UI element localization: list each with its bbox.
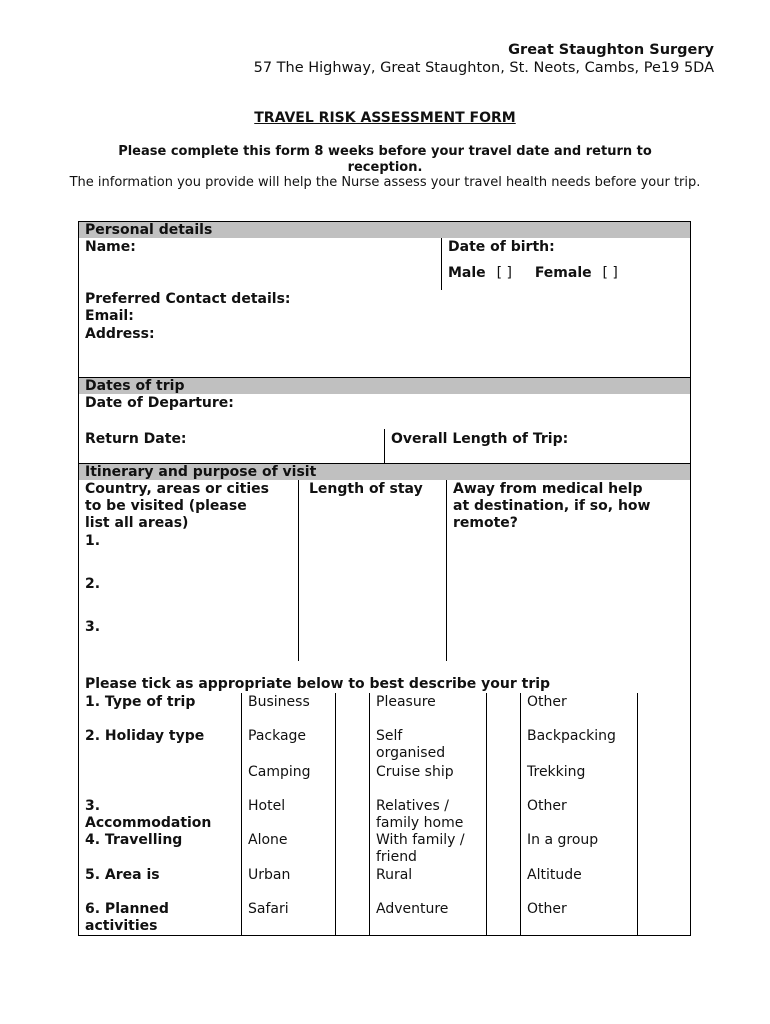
col1-line: Country, areas or cities <box>85 481 269 497</box>
option-other-activities: Other <box>520 900 638 936</box>
area-label: 5. Area is <box>78 866 242 901</box>
tick-box-with-family[interactable] <box>486 831 521 867</box>
option-camping: Camping <box>241 763 336 798</box>
surgery-name: Great Staughton Surgery <box>508 42 714 58</box>
length-row-1[interactable] <box>298 532 447 576</box>
departure-field[interactable]: Date of Departure: <box>78 394 691 430</box>
option-in-a-group: In a group <box>520 831 638 867</box>
option-cruise-ship: Cruise ship <box>369 763 487 798</box>
option-alone: Alone <box>241 831 336 867</box>
option-line: Relatives / <box>376 798 449 814</box>
option-line: Self <box>376 728 403 744</box>
female-label: Female <box>534 265 592 281</box>
label-line: Accommodation <box>85 815 212 831</box>
tick-box-altitude[interactable] <box>637 866 691 901</box>
option-package: Package <box>241 727 336 764</box>
tick-box-adventure[interactable] <box>486 900 521 936</box>
holiday-type-label: 2. Holiday type <box>78 727 242 798</box>
tick-box-safari[interactable] <box>335 900 370 936</box>
option-trekking: Trekking <box>520 763 638 798</box>
col-header-destinations <box>78 480 299 533</box>
option-rural: Rural <box>369 866 487 901</box>
destination-row-2[interactable]: 2. <box>78 575 299 619</box>
option-safari: Safari <box>241 900 336 936</box>
tick-box-in-a-group[interactable] <box>637 831 691 867</box>
tick-box-camping[interactable] <box>335 763 370 798</box>
contact-details-field[interactable] <box>78 290 691 326</box>
gender-row <box>448 265 684 282</box>
instructions-bold: Please complete this form 8 weeks before your travel date and return to reception. <box>118 144 652 175</box>
length-row-3[interactable] <box>298 618 447 662</box>
option-line: friend <box>376 849 417 865</box>
col3-line: remote? <box>453 515 518 531</box>
surgery-address: 57 The Highway, Great Staughton, St. Neots, Cambs, Pe19 5DA <box>253 60 714 76</box>
destination-row-3[interactable]: 3. <box>78 618 299 662</box>
tick-box-alone[interactable] <box>335 831 370 867</box>
tick-instructions: Please tick as appropriate below to best describe your trip <box>78 661 691 694</box>
tick-box-backpacking[interactable] <box>637 727 691 764</box>
dob-label: Date of birth: <box>448 239 555 255</box>
col-header-medical-help <box>446 480 691 533</box>
option-urban: Urban <box>241 866 336 901</box>
email-label: Email: <box>85 308 134 324</box>
name-field[interactable]: Name: <box>78 238 442 291</box>
tick-box-pleasure[interactable] <box>486 693 521 728</box>
dates-heading: Dates of trip <box>78 377 691 395</box>
male-checkbox[interactable]: [ ] <box>496 265 512 281</box>
option-other-trip: Other <box>520 693 638 728</box>
option-hotel: Hotel <box>241 797 336 832</box>
label-line: 3. <box>85 798 101 814</box>
medical-row-1[interactable] <box>446 532 691 576</box>
label-line: 6. Planned <box>85 901 169 917</box>
tick-box-hotel[interactable] <box>335 797 370 832</box>
male-label: Male <box>448 265 486 281</box>
tick-box-other-trip[interactable] <box>637 693 691 728</box>
col1-line: list all areas) <box>85 515 189 531</box>
medical-row-3[interactable] <box>446 618 691 662</box>
tick-box-other-accommodation[interactable] <box>637 797 691 832</box>
accommodation-label <box>78 797 242 832</box>
activities-label <box>78 900 242 936</box>
type-of-trip-label: 1. Type of trip <box>78 693 242 728</box>
option-line: family home <box>376 815 464 831</box>
personal-details-heading: Personal details <box>78 221 691 239</box>
col3-line: at destination, if so, how <box>453 498 651 514</box>
option-business: Business <box>241 693 336 728</box>
tick-box-cruise-ship[interactable] <box>486 763 521 798</box>
address-field[interactable]: Address: <box>78 325 691 378</box>
dob-field[interactable] <box>441 238 691 291</box>
destination-row-1[interactable]: 1. <box>78 532 299 576</box>
return-date-field[interactable]: Return Date: <box>78 429 385 464</box>
tick-box-urban[interactable] <box>335 866 370 901</box>
tick-box-package[interactable] <box>335 727 370 764</box>
option-other-accommodation: Other <box>520 797 638 832</box>
option-altitude: Altitude <box>520 866 638 901</box>
instructions-normal: The information you provide will help the Nurse assess your travel health needs before your trip. <box>69 175 701 190</box>
tick-box-self-organised[interactable] <box>486 727 521 764</box>
col1-line: to be visited (please <box>85 498 247 514</box>
female-checkbox[interactable]: [ ] <box>602 265 618 281</box>
contact-label: Preferred Contact details: <box>85 291 291 307</box>
trip-length-field[interactable]: Overall Length of Trip: <box>384 429 691 464</box>
tick-box-business[interactable] <box>335 693 370 728</box>
option-line: With family / <box>376 832 465 848</box>
tick-box-other-activities[interactable] <box>637 900 691 936</box>
tick-box-rural[interactable] <box>486 866 521 901</box>
option-relatives <box>369 797 487 832</box>
length-row-2[interactable] <box>298 575 447 619</box>
medical-row-2[interactable] <box>446 575 691 619</box>
option-self-organised <box>369 727 487 764</box>
option-pleasure: Pleasure <box>369 693 487 728</box>
option-adventure: Adventure <box>369 900 487 936</box>
col-header-length-of-stay: Length of stay <box>298 480 447 533</box>
form-title: TRAVEL RISK ASSESSMENT FORM <box>254 110 516 126</box>
travelling-label: 4. Travelling <box>78 831 242 867</box>
itinerary-heading: Itinerary and purpose of visit <box>78 463 691 481</box>
option-backpacking: Backpacking <box>520 727 638 764</box>
option-line: organised <box>376 745 446 761</box>
option-with-family <box>369 831 487 867</box>
label-line: activities <box>85 918 158 934</box>
tick-box-relatives[interactable] <box>486 797 521 832</box>
tick-box-trekking[interactable] <box>637 763 691 798</box>
col3-line: Away from medical help <box>453 481 643 497</box>
